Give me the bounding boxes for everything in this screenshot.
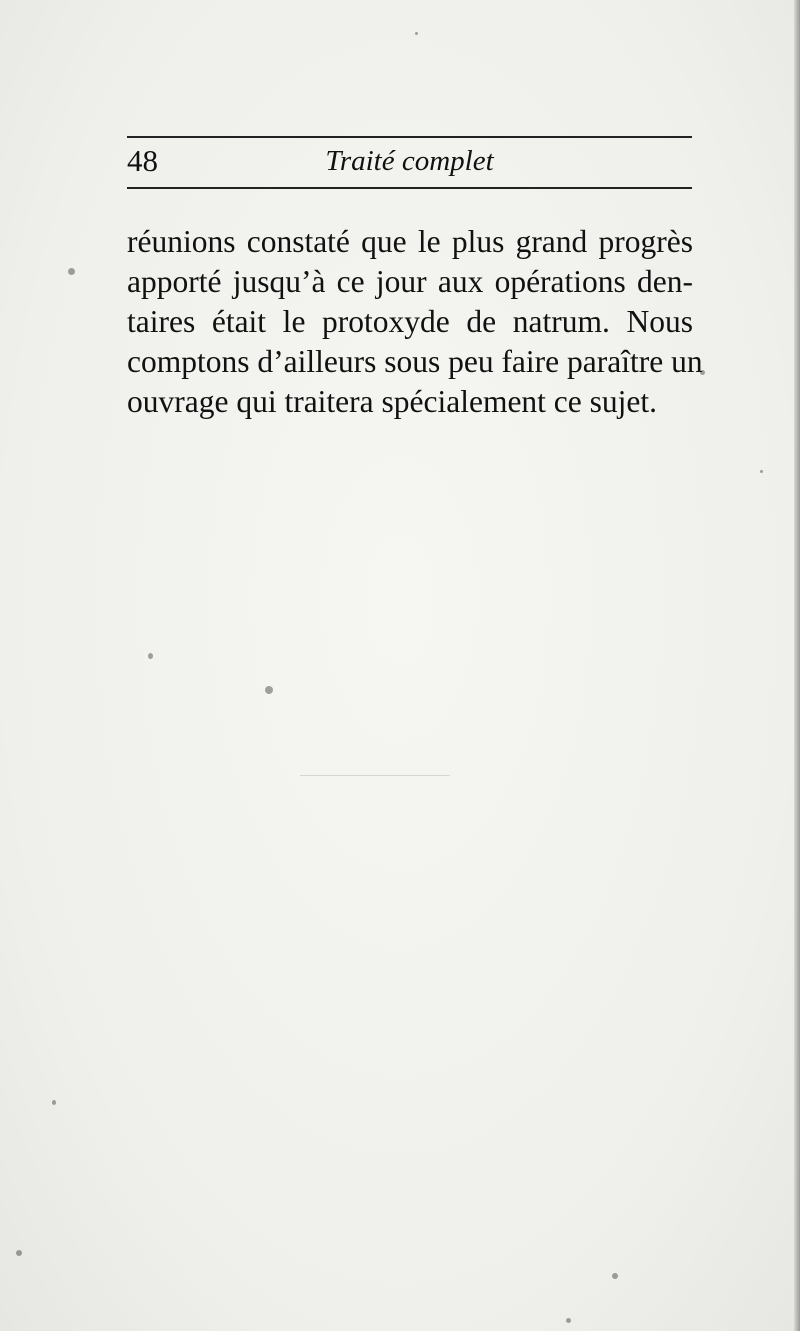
paper-speck	[148, 653, 153, 659]
paper-speck	[700, 370, 705, 375]
header-rule-top	[127, 136, 692, 138]
text-line: apporté jusqu’à ce jour aux opérations den-	[127, 264, 693, 299]
paper-speck	[612, 1273, 618, 1279]
page-edge-shadow	[794, 0, 800, 1331]
page-number: 48	[127, 143, 158, 178]
show-through-rule	[300, 775, 450, 776]
body-paragraph	[127, 222, 703, 422]
paper-speck	[16, 1250, 22, 1256]
paper-speck	[52, 1100, 56, 1105]
paper-speck	[566, 1318, 571, 1323]
text-line: comptons d’ailleurs sous peu faire paraître un	[127, 344, 703, 379]
paper-speck	[265, 686, 273, 694]
text-line: réunions constaté que le plus grand progrès	[127, 224, 693, 259]
text-line: taires était le protoxyde de natrum. Nous	[127, 304, 693, 339]
header-rule-bottom	[127, 187, 692, 189]
text-line: ouvrage qui traitera spécialement ce sujet.	[127, 384, 658, 419]
running-title: Traité complet	[325, 145, 494, 177]
paper-speck	[68, 268, 75, 275]
running-head	[127, 141, 692, 181]
paper-speck	[415, 32, 418, 35]
paper-speck	[760, 470, 763, 473]
